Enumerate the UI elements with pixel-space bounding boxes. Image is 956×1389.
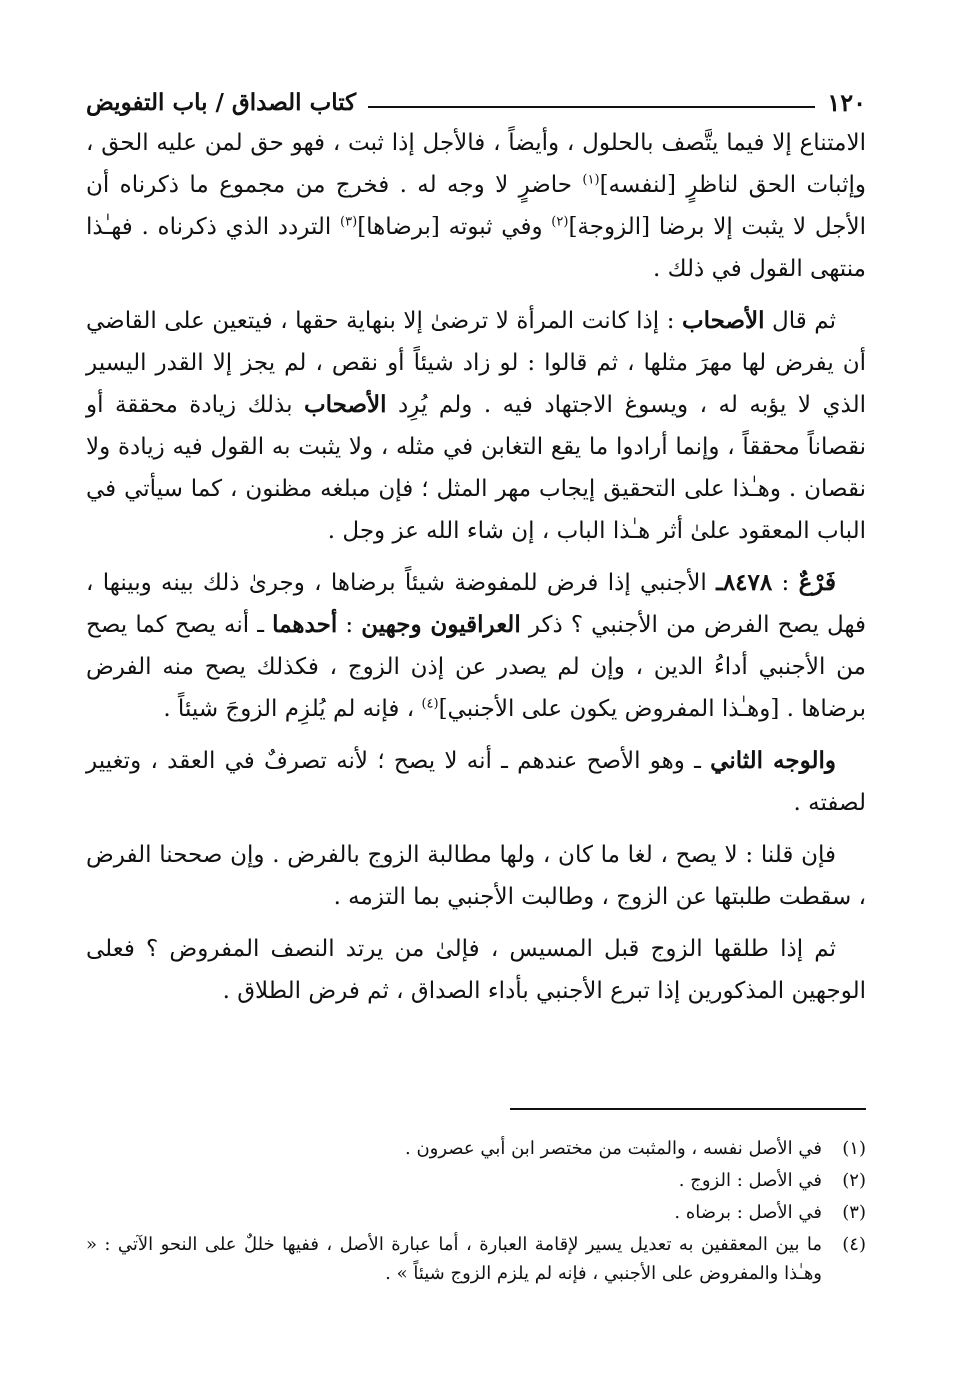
paragraph-5: فإن قلنا : لا يصح ، لغا ما كان ، ولها مطالبة الزوج بالفرض . وإن صححنا الفرض ، سقطت طلبتها عن الزوج ، وطالبت الأجنبي بما التزمه .: [86, 842, 866, 910]
footnote-ref-3[interactable]: (٣): [340, 214, 358, 230]
header-rule: [368, 106, 815, 108]
footnote-text: في الأصل : برضاه .: [674, 1202, 822, 1223]
section-marker: فَرْعٌ: [798, 569, 836, 596]
page-number: ١٢٠: [827, 87, 866, 117]
text-run: بذلك زيادة محققة أو نقصاناً محققاً ، وإنما أرادوا ما يقع التغابن في مثله ، ولا يثبت به القول فيه زيادة ولا نقصان . وهـٰذا على التحقيق إيجاب مهر المثل ؛ فإن مبلغه مظنون ، كما سيأتي في الباب المعقود علىٰ أثر هـٰذا الباب ، إن شاء الله عز وجل .: [86, 392, 866, 544]
bold-term: والوجه الثاني: [710, 747, 836, 774]
bold-term: الأصحاب: [681, 307, 765, 334]
main-text: [86, 122, 866, 1022]
footnote-text: في الأصل نفسه ، والمثبت من مختصر ابن أبي عصرون .: [405, 1138, 822, 1159]
paragraph-2: [86, 300, 866, 552]
text-run: ـ أنه يصح كما يصح من الأجنبي أداءُ الدين ، وإن لم يصدر عن إذن الزوج ، فكذلك يصح منه الفرض برضاها . [وهـٰذا المفروض يكون على الأجنبي]: [86, 612, 866, 722]
running-header: [86, 84, 866, 120]
footnote-text: ما بين المعقفين به تعديل يسير لإقامة العبارة ، أما عبارة الأصل ، ففيها خللٌ على النحو الآتي : « وهـٰذا والمفروض على الأجنبي ، فإنه لم يلزم الزوج شيئاً » .: [86, 1234, 822, 1284]
paragraph-6: ثم إذا طلقها الزوج قبل المسيس ، فإلىٰ من يرتد النصف المفروض ؟ فعلى الوجهين المذكورين إذا تبرع الأجنبي بأداء الصداق ، ثم فرض الطلاق .: [86, 936, 866, 1004]
text-run: وفي ثبوته [برضاها]: [357, 214, 552, 240]
chapter-title: كتاب الصداق / باب التفويض: [86, 88, 357, 116]
paragraph-4: [86, 740, 866, 824]
footnote-2: [86, 1166, 866, 1195]
bold-term: الأصحاب: [303, 391, 387, 418]
text-run: ـ وهو الأصح عندهم ـ أنه لا يصح ؛ لأنه تصرفٌ في العقد ، وتغيير لصفته .: [86, 748, 866, 816]
paragraph-1: [86, 122, 866, 290]
bold-term: العراقيون وجهين: [361, 611, 521, 638]
footnote-number: (٣): [842, 1202, 866, 1223]
footnote-4: [86, 1230, 866, 1288]
text-run: :: [772, 570, 799, 596]
text-run: ثم قال: [764, 308, 836, 334]
footnote-3: [86, 1198, 866, 1227]
text-run: ، فإنه لم يُلزِم الزوجَ شيئاً .: [163, 696, 422, 722]
text-run: التردد الذي ذكرناه . فهـٰذا منتهى القول في ذلك .: [86, 214, 866, 282]
text-run: : إذا كانت المرأة لا ترضىٰ إلا بنهاية حقها ، فيتعين على القاضي أن يفرض لها مهرَ مثلها ، ثم قالوا : لو زاد شيئاً أو نقص ، لم يجز إلا القدر اليسير الذي لا يؤبه له ، ويسوغ الاجتهاد فيه . ولم يُرِد: [86, 308, 866, 418]
footnote-text: في الأصل : الزوج .: [678, 1170, 822, 1191]
footnote-separator: [510, 1108, 866, 1110]
issue-number: ٨٤٧٨ـ: [716, 569, 773, 596]
text-run: الأجنبي إذا فرض للمفوضة شيئاً برضاها ، وجرىٰ ذلك بينه وبينها ، فهل يصح الفرض من الأجنبي ؟ ذكر: [86, 570, 867, 638]
footnote-number: (٢): [842, 1170, 866, 1191]
footnote-ref-4[interactable]: (٤): [421, 696, 439, 712]
footnotes: [86, 1134, 866, 1291]
footnote-number: (١): [842, 1138, 866, 1159]
paragraph-3: [86, 562, 866, 730]
text-run: حاضرٍ لا وجه له . فخرج من مجموع ما ذكرناه أن الأجل لا يثبت إلا برضا [الزوجة]: [86, 172, 866, 240]
text-run: :: [337, 612, 362, 638]
footnote-1: [86, 1134, 866, 1163]
footnote-ref-2[interactable]: (٢): [551, 214, 569, 230]
text-run: الامتناع إلا فيما يتَّصف بالحلول ، وأيضاً ، فالأجل إذا ثبت ، فهو حق لمن عليه الحق ، وإثبات الحق لناظرٍ [لنفسه]: [86, 130, 866, 198]
footnote-number: (٤): [842, 1234, 866, 1255]
footnote-ref-1[interactable]: (١): [582, 172, 600, 188]
bold-term: أحدهما: [272, 611, 338, 638]
